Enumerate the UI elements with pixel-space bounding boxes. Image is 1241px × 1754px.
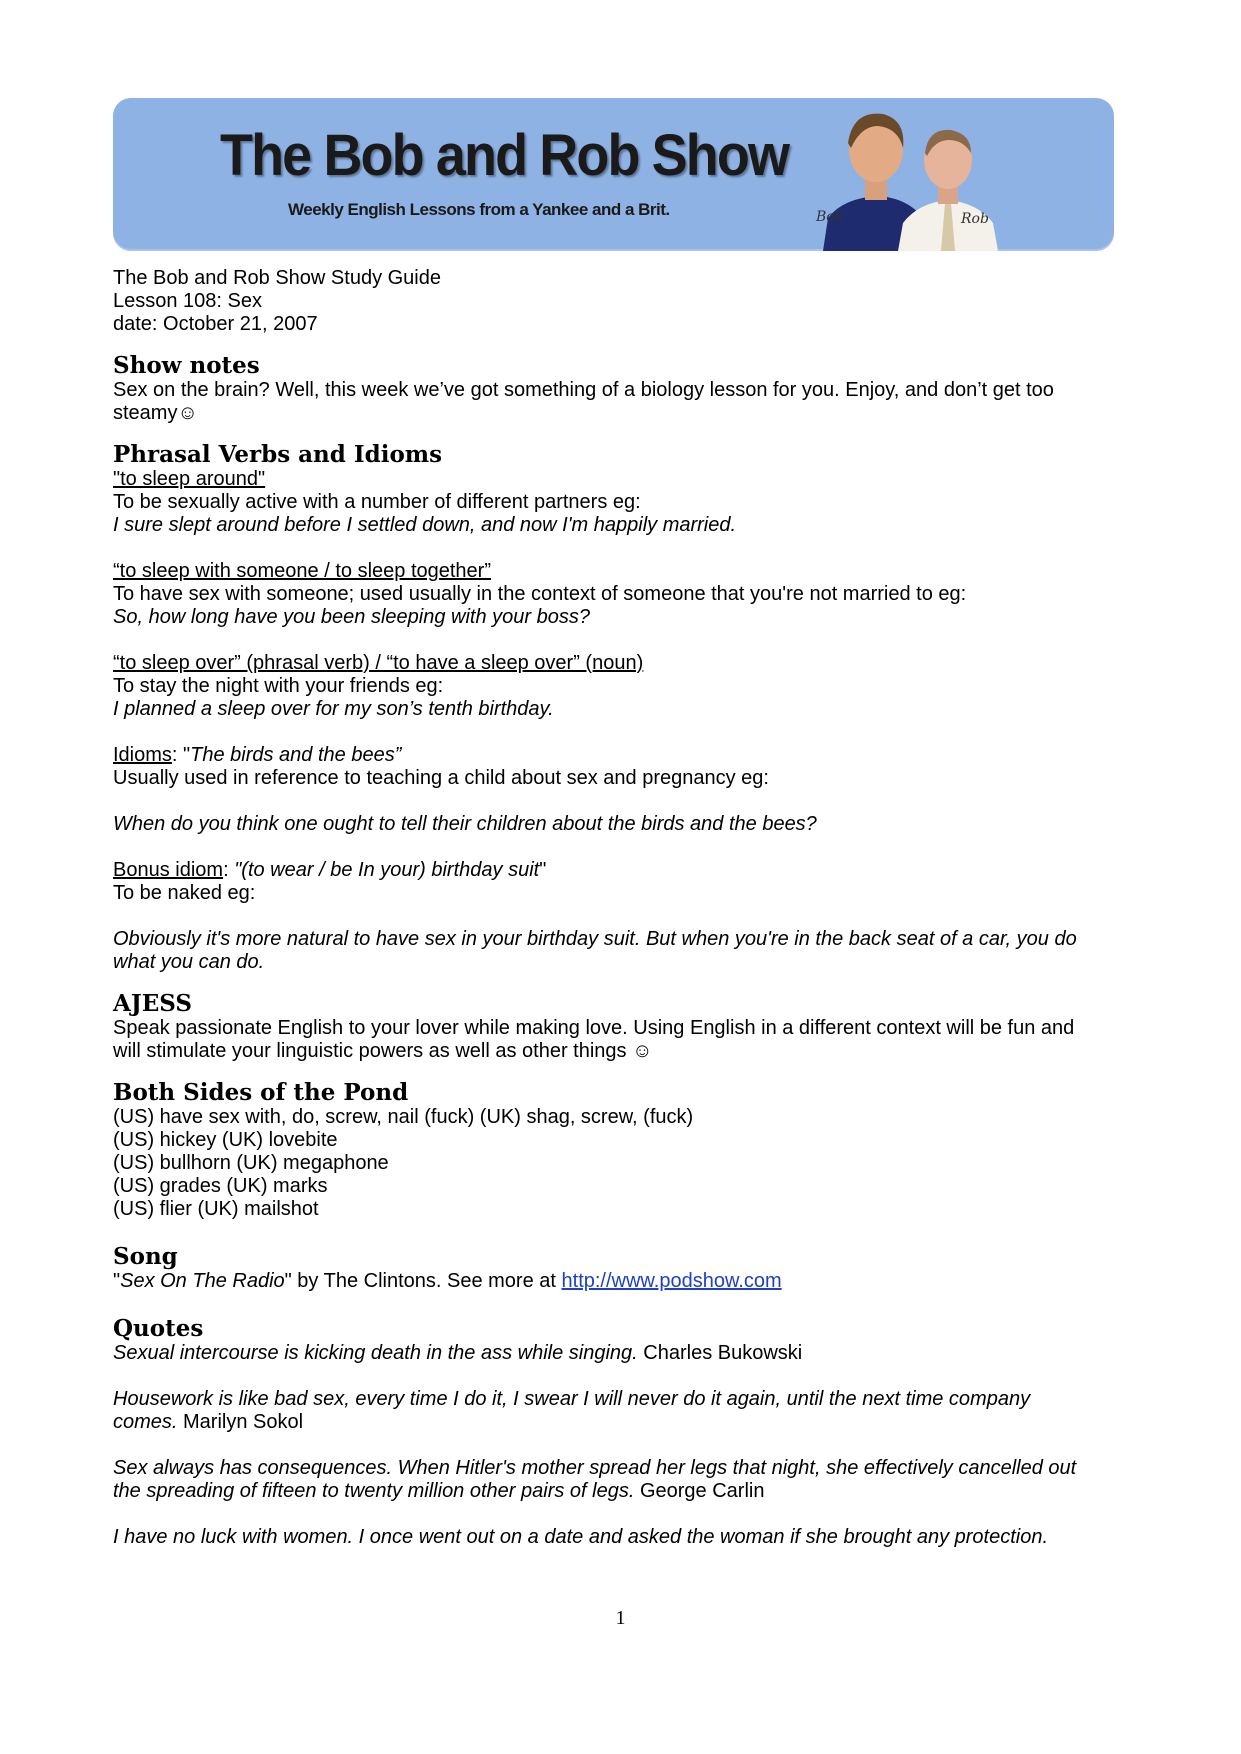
phrase-term: “to sleep with someone / to sleep together” xyxy=(113,560,491,582)
bonus-idiom-definition: To be naked eg: xyxy=(113,882,256,904)
section-heading-quotes: Quotes xyxy=(113,1315,204,1342)
idiom-example: When do you think one ought to tell their children about the birds and the bees? xyxy=(113,813,817,835)
phrase-example: I sure slept around before I settled down, and now I'm happily married. xyxy=(113,514,737,536)
idiom-line: Idioms: "The birds and the bees” xyxy=(113,744,402,766)
section-heading-ajess: AJESS xyxy=(113,990,192,1017)
quote-cont: the spreading of fifteen to twenty million other pairs of legs. George Carlin xyxy=(113,1480,765,1502)
study-guide-body xyxy=(113,267,1123,1549)
show-banner xyxy=(113,98,1114,251)
ajess-text-cont: will stimulate your linguistic powers as well as other things ☺ xyxy=(113,1040,653,1062)
pond-row: (US) flier (UK) mailshot xyxy=(113,1198,319,1220)
phrase-example: I planned a sleep over for my son’s tenth birthday. xyxy=(113,698,554,720)
idiom-label: Idioms xyxy=(113,744,172,766)
podshow-link[interactable]: http://www.podshow.com xyxy=(561,1270,782,1292)
banner-name-bob: Bob xyxy=(816,209,844,225)
quote: Housework is like bad sex, every time I do it, I swear I will never do it again, until the next time company xyxy=(113,1388,1031,1410)
ajess-text: Speak passionate English to your lover while making love. Using English in a different context will be fun and xyxy=(113,1017,1075,1039)
quote: Sex always has consequences. When Hitler's mother spread her legs that night, she effectively cancelled out xyxy=(113,1457,1077,1479)
lesson-date: date: October 21, 2007 xyxy=(113,313,318,335)
pond-row: (US) hickey (UK) lovebite xyxy=(113,1129,338,1151)
pond-row: (US) grades (UK) marks xyxy=(113,1175,328,1197)
phrase-term: "to sleep around" xyxy=(113,468,266,490)
banner-subtitle: Weekly English Lessons from a Yankee and a Brit. xyxy=(288,200,670,219)
idiom-definition: Usually used in reference to teaching a child about sex and pregnancy eg: xyxy=(113,767,769,789)
show-notes-text: Sex on the brain? Well, this week we’ve got something of a biology lesson for you. Enjoy, and don’t get too xyxy=(113,379,1054,401)
song-line: "Sex On The Radio" by The Clintons. See more at http://www.podshow.com xyxy=(113,1270,782,1292)
quote-cont: comes. Marilyn Sokol xyxy=(113,1411,304,1433)
lesson-title: Lesson 108: Sex xyxy=(113,290,262,312)
phrase-example: So, how long have you been sleeping with your boss? xyxy=(113,606,590,628)
quote: I have no luck with women. I once went out on a date and asked the woman if she brought any protection. xyxy=(113,1526,1049,1548)
quote-author: George Carlin xyxy=(634,1480,765,1502)
phrase-definition: To be sexually active with a number of different partners eg: xyxy=(113,491,641,513)
bonus-idiom-example-cont: what you can do. xyxy=(113,951,265,973)
banner-name-rob: Rob xyxy=(961,211,989,227)
show-notes-text-cont: steamy☺ xyxy=(113,402,198,424)
bonus-idiom-example: Obviously it's more natural to have sex in your birthday suit. But when you're in the back seat of a car, you do xyxy=(113,928,1077,950)
song-title: Sex On The Radio xyxy=(120,1270,285,1292)
quote-author: Marilyn Sokol xyxy=(177,1411,304,1433)
phrase-definition: To stay the night with your friends eg: xyxy=(113,675,444,697)
bonus-idiom-line: Bonus idiom: "(to wear / be In your) birthday suit" xyxy=(113,859,547,881)
quote-author: Charles Bukowski xyxy=(637,1342,803,1364)
section-heading-song: Song xyxy=(113,1243,178,1270)
guide-title: The Bob and Rob Show Study Guide xyxy=(113,267,441,289)
section-heading-phrasal-verbs: Phrasal Verbs and Idioms xyxy=(113,441,443,468)
phrase-term: “to sleep over” (phrasal verb) / “to have a sleep over” (noun) xyxy=(113,652,644,674)
section-heading-both-sides: Both Sides of the Pond xyxy=(113,1079,409,1106)
idiom-text: The birds and the bees” xyxy=(190,744,402,766)
phrase-definition: To have sex with someone; used usually in the context of someone that you're not married to eg: xyxy=(113,583,967,605)
bonus-idiom-text: "(to wear / be In your) birthday suit xyxy=(234,859,540,881)
pond-row: (US) bullhorn (UK) megaphone xyxy=(113,1152,389,1174)
host-rob-photo xyxy=(893,98,1023,251)
bonus-idiom-label: Bonus idiom xyxy=(113,859,224,881)
pond-row: (US) have sex with, do, screw, nail (fuck) (UK) shag, screw, (fuck) xyxy=(113,1106,694,1128)
section-heading-show-notes: Show notes xyxy=(113,352,260,379)
page-number: 1 xyxy=(615,1607,626,1629)
quote: Sexual intercourse is kicking death in the ass while singing. Charles Bukowski xyxy=(113,1342,803,1364)
banner-title: The Bob and Rob Show xyxy=(220,123,789,188)
